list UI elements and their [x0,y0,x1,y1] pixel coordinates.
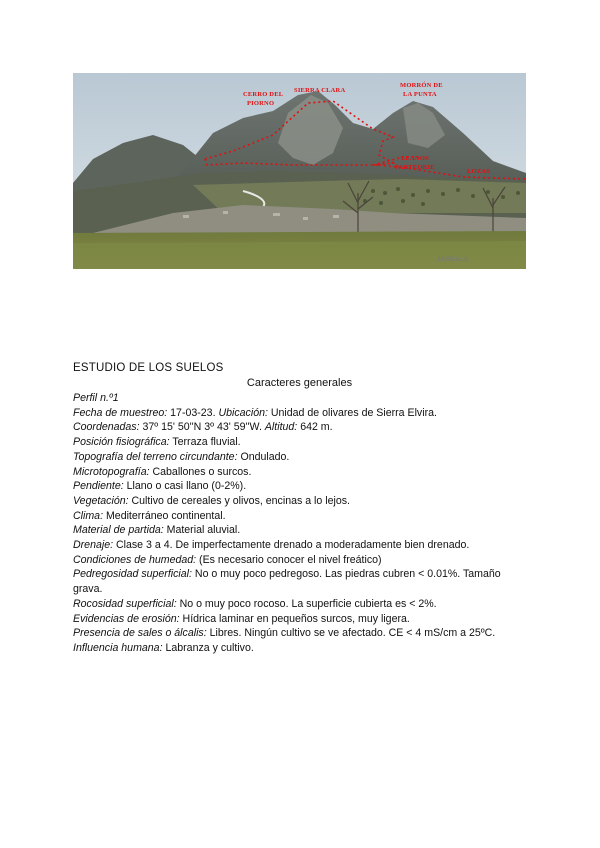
field-drenaje [73,538,533,553]
label-cerro: CERRO DEL [243,91,284,98]
soil-fields [73,391,533,656]
field-material [73,523,533,538]
rocosidad-value: No o muy poco rocoso. La superficie cubierta es < 2%. [176,597,437,610]
field-coordenadas [73,420,533,435]
coord-key: Coordenadas: [73,421,140,434]
drenaje-key: Drenaje: [73,539,114,552]
ubicacion-value: Unidad de olivares de Sierra Elvira. [267,406,437,419]
influencia-value: Labranza y cultivo. [162,641,254,654]
posicion-key: Posición fisiográfica: [73,436,170,449]
field-influencia [73,641,533,656]
erosion-value: Hídrica laminar en pequeños surcos, muy ligera. [179,612,410,625]
material-key: Material de partida: [73,524,164,537]
pedregosidad-key: Pedregosidad superficial: [73,568,192,581]
vegetacion-value: Cultivo de cereales y olivos, encinas a lo lejos. [128,494,350,507]
pedregosidad-value: No o muy poco pedregoso. Las piedras cubren < 0.01%. Tamaño grava. [73,568,501,596]
vegetacion-key: Vegetación: [73,494,129,507]
field-rocosidad [73,597,533,612]
altitud-key: Altitud: [264,421,298,434]
landscape-photo [73,73,526,269]
photo-signature: MUSEAL.6 [438,257,468,263]
field-topografia [73,450,533,465]
subtitle: Caracteres generales [246,377,353,389]
field-pendiente [73,479,533,494]
field-perfil [73,391,533,406]
field-vegetacion [73,494,533,509]
field-erosion [73,612,533,627]
erosion-key: Evidencias de erosión: [73,612,180,625]
humedad-key: Condiciones de humedad: [73,553,197,566]
influencia-key: Influencia humana: [73,641,163,654]
section-title: ESTUDIO DE LOS SUELOS [73,362,224,374]
altitud-value: 642 m. [297,421,333,434]
sales-value: Libres. Ningún cultivo se ve afectado. CE < 4 mS/cm a 25ºC. [206,627,496,640]
pendiente-key: Pendiente: [73,480,124,493]
landscape-illustration [73,73,526,269]
topografia-key: Topografía del terreno circundante: [73,450,238,463]
posicion-value: Terraza fluvial. [169,436,241,449]
fecha-key: Fecha de muestreo: [73,406,168,419]
label-morron-2: LA PUNTA [403,91,437,98]
field-clima [73,509,533,524]
field-sales [73,626,533,641]
micro-key: Microtopografía: [73,465,150,478]
ubicacion-key: Ubicación: [218,406,268,419]
label-llanos-2: PARTEORIE [395,164,435,171]
label-llanos: LLANOS [401,155,429,162]
micro-value: Caballones o surcos. [149,465,252,478]
field-humedad [73,553,533,568]
drenaje-value: Clase 3 a 4. De imperfectamente drenado a moderadamente bien drenado. [113,539,470,552]
pendiente-value: Llano o casi llano (0-2%). [123,480,247,493]
humedad-value: (Es necesario conocer el nivel freático) [196,553,382,566]
field-posicion [73,435,533,450]
label-cerro-2: PIORNO [247,100,275,107]
label-sierra: SIERRA CLARA [294,87,346,94]
label-morron: MORRÓN DE [400,82,443,89]
clima-value: Mediterráneo continental. [103,509,226,522]
coord-value: 37º 15' 50''N 3º 43' 59''W. [139,421,265,434]
topografia-value: Ondulado. [237,450,290,463]
clima-key: Clima: [73,509,104,522]
field-pedregosidad [73,567,533,596]
material-value: Material aluvial. [163,524,241,537]
sales-key: Presencia de sales o álcalis: [73,627,207,640]
rocosidad-key: Rocosidad superficial: [73,597,177,610]
label-lozas: LOZAS [467,168,491,175]
field-fecha [73,406,533,421]
fecha-value: 17-03-23. [167,406,219,419]
field-microtopografia [73,465,533,480]
perfil-label: Perfil n.º1 [73,392,119,404]
